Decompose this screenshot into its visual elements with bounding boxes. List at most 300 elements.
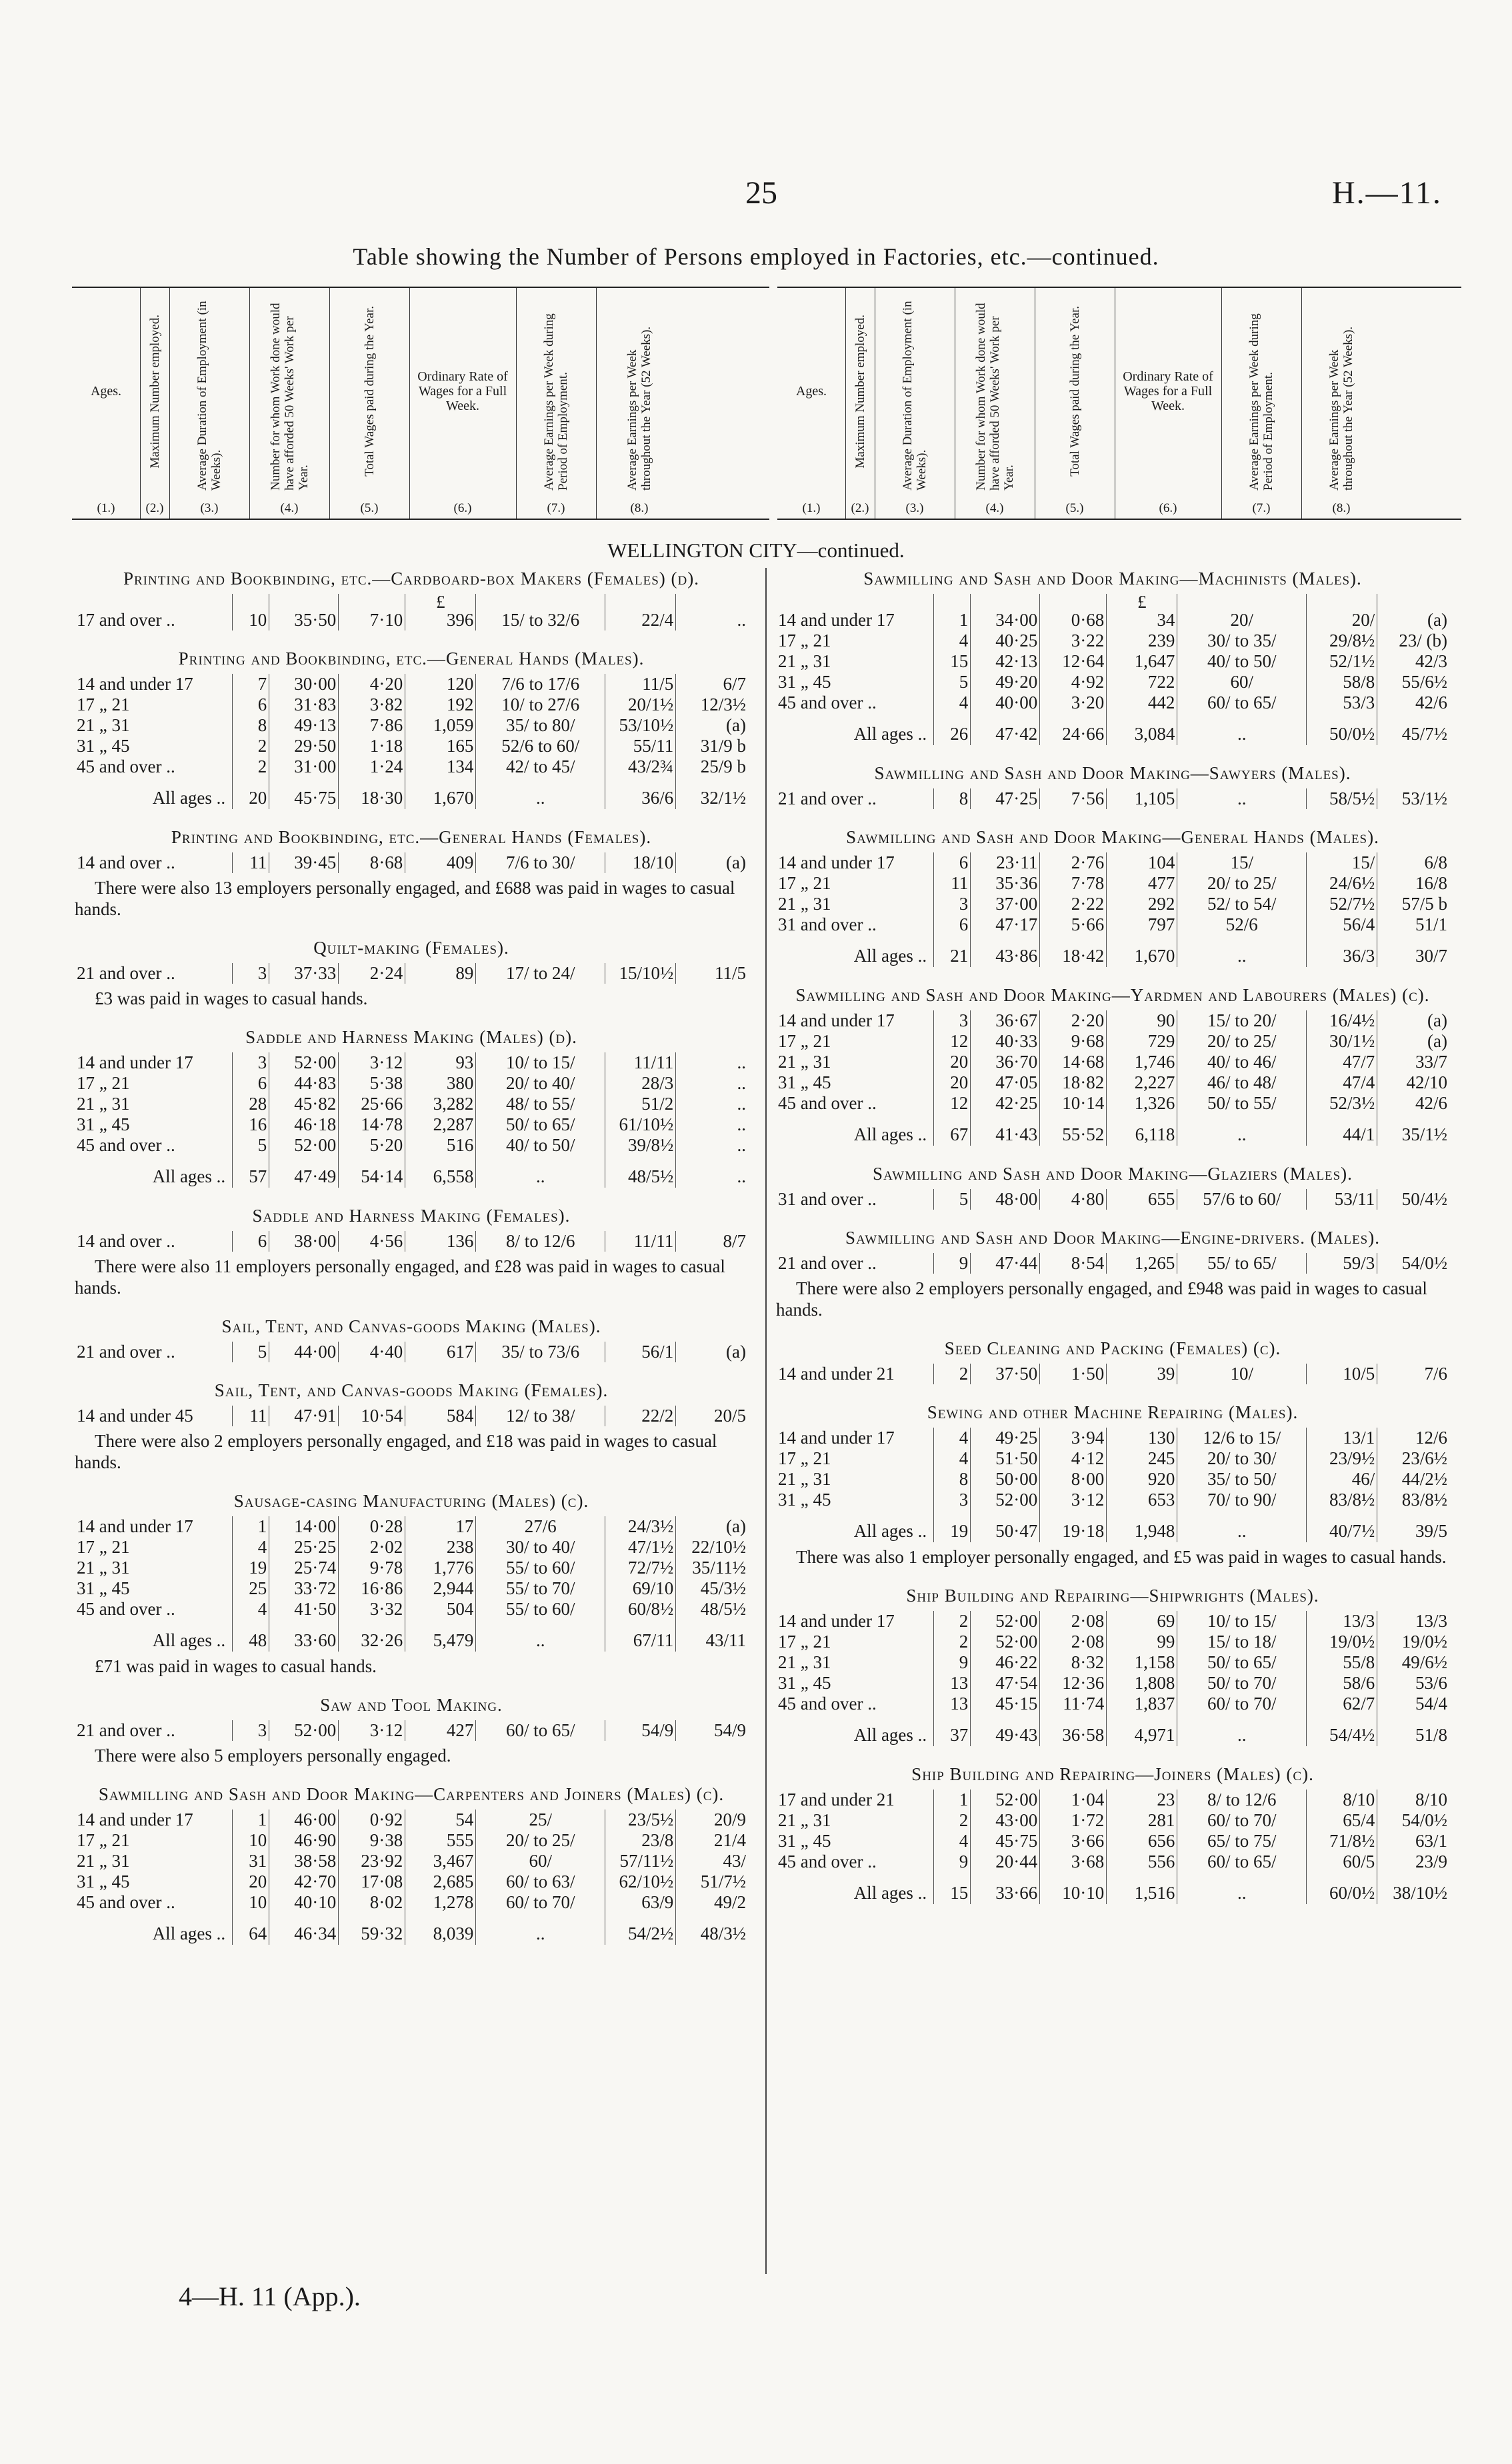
table-cell: 43/2¾ (605, 756, 676, 777)
total-row (776, 713, 1449, 745)
table-cell: 15/ to 32/6 (476, 610, 605, 630)
table-cell: 49/6½ (1401, 1652, 1447, 1672)
column-header-label: Maximum Number employed. (853, 314, 867, 469)
industry-section (776, 1338, 1449, 1384)
column-header-5 (1035, 288, 1115, 519)
table-cell: 41·43 (971, 1114, 1040, 1146)
age-group-cell: 21 „ 31 (776, 1810, 934, 1831)
industry-section (776, 1585, 1449, 1746)
table-cell: 6,558 (405, 1156, 476, 1188)
table-cell: 60/ (1177, 672, 1307, 692)
table-cell: 53/6 (1415, 1673, 1447, 1693)
age-group-cell: 21 and over .. (776, 1253, 934, 1274)
total-row (776, 1872, 1449, 1904)
table-cell: 54/0½ (1401, 1253, 1447, 1273)
age-group-cell: 45 and over .. (776, 692, 934, 713)
age-group-cell: 14 and under 45 (75, 1406, 233, 1426)
table-row (776, 1831, 1449, 1851)
table-cell: 4 (233, 1599, 269, 1620)
table-row (776, 1611, 1449, 1632)
table-cell: 22/2 (605, 1406, 676, 1426)
table-cell: 63/9 (605, 1892, 676, 1913)
table-row (776, 1093, 1449, 1114)
table-cell: 37·50 (971, 1364, 1040, 1384)
table-cell: 42/6 (1415, 1093, 1447, 1113)
table-cell: 165 (405, 736, 476, 756)
section-title: Sawmilling and Sash and Door Making—Sawyers (Males). (874, 763, 1351, 783)
table-cell: 8·54 (1040, 1253, 1107, 1274)
table-cell: 60/ to 65/ (476, 1720, 605, 1741)
table-cell: 5 (233, 1135, 269, 1156)
table-cell: 4·92 (1040, 672, 1107, 692)
wages-table (75, 1406, 748, 1426)
table-cell (1177, 594, 1307, 610)
column-header-label: Ages. (795, 384, 827, 399)
table-cell: 1 (934, 1790, 971, 1810)
wages-table (75, 1342, 748, 1362)
table-cell: 44·83 (269, 1073, 339, 1094)
table-cell: .. (737, 1114, 746, 1134)
age-group-cell: All ages .. (776, 1872, 934, 1904)
table-cell: 54 (405, 1810, 476, 1830)
column-number: (8.) (630, 501, 649, 515)
table-cell: 1 (233, 1810, 269, 1830)
table-cell: 30/ to 35/ (1177, 630, 1307, 651)
table-cell: 13/3 (1307, 1611, 1377, 1632)
age-group-cell: All ages .. (776, 935, 934, 967)
table-cell: 30·00 (269, 674, 339, 694)
table-cell: 6 (233, 1231, 269, 1252)
age-group-cell: 31 „ 45 (75, 1578, 233, 1599)
table-cell: (a) (726, 715, 746, 735)
table-cell: 61/10½ (605, 1114, 676, 1135)
table-cell: 9 (934, 1253, 971, 1274)
table-cell: 1·72 (1040, 1810, 1107, 1831)
table-cell: 48/ to 55/ (476, 1094, 605, 1114)
column-number: (3.) (200, 501, 219, 515)
table-cell: 396 (405, 610, 476, 630)
age-group-cell: 31 and over .. (776, 1189, 934, 1210)
column-number: (3.) (905, 501, 924, 515)
table-row (75, 1892, 748, 1913)
table-cell: 12·36 (1040, 1673, 1107, 1694)
table-cell: 3·68 (1040, 1851, 1107, 1872)
table-cell: 245 (1107, 1448, 1177, 1469)
table-cell: 3·66 (1040, 1831, 1107, 1851)
table-cell: 47·05 (971, 1072, 1040, 1093)
age-group-cell: 45 and over .. (75, 1892, 233, 1913)
table-cell: 53/1½ (1401, 788, 1447, 808)
table-cell: (a) (1427, 610, 1447, 630)
age-group-cell: All ages .. (776, 1510, 934, 1542)
age-group-cell: 21 and over .. (75, 963, 233, 984)
table-cell: 25·74 (269, 1558, 339, 1578)
table-cell: 23 (1107, 1790, 1177, 1810)
table-cell: 1,808 (1107, 1673, 1177, 1694)
table-cell: 53/10½ (605, 715, 676, 736)
age-group-cell: 14 and under 17 (776, 610, 934, 630)
table-cell: 504 (405, 1599, 476, 1620)
table-cell: 1·04 (1040, 1790, 1107, 1810)
table-cell: 39/8½ (605, 1135, 676, 1156)
table-cell: 55/ to 70/ (476, 1578, 605, 1599)
table-cell: 8·68 (339, 852, 405, 873)
table-cell: 13 (934, 1694, 971, 1714)
table-cell: 48·00 (971, 1189, 1040, 1210)
age-group-cell: 45 and over .. (75, 1135, 233, 1156)
section-title: Sawmilling and Sash and Door Making—Glaziers (Males). (873, 1164, 1353, 1184)
table-cell: 12/3½ (700, 694, 746, 714)
table-cell: 13/3 (1415, 1611, 1447, 1631)
table-cell: 2 (934, 1364, 971, 1384)
table-cell: 2 (233, 736, 269, 756)
column-header-label: Number for whom Work done would have afforded 50 Weeks' Work per Year. (973, 303, 1016, 491)
age-group-cell: 17 „ 21 (75, 694, 233, 715)
table-cell: 49/2 (713, 1892, 746, 1912)
table-cell: 20 (233, 1871, 269, 1892)
table-cell: 71/8½ (1307, 1831, 1377, 1851)
table-cell (605, 594, 676, 610)
table-cell: 192 (405, 694, 476, 715)
age-group-cell: 14 and under 17 (75, 1052, 233, 1073)
table-cell: 89 (405, 963, 476, 984)
table-cell: 70/ to 90/ (1177, 1490, 1307, 1510)
table-cell: 41·50 (269, 1599, 339, 1620)
table-cell: 8 (233, 715, 269, 736)
section-title: Printing and Bookbinding, etc.—General Hands (Females). (171, 827, 652, 847)
table-cell: 19 (233, 1558, 269, 1578)
table-row (776, 1052, 1449, 1072)
age-group-cell: 17 „ 21 (776, 1632, 934, 1652)
section-title: Ship Building and Repairing—Shipwrights (Males). (906, 1586, 1319, 1606)
column-header-3 (875, 288, 955, 519)
age-group-cell: All ages .. (75, 1620, 233, 1652)
table-cell: 55/ to 60/ (476, 1558, 605, 1578)
table-cell: 51/1 (1415, 914, 1447, 934)
left-column (75, 568, 748, 1945)
table-cell: 7·56 (1040, 788, 1107, 809)
table-cell: 45/3½ (700, 1578, 746, 1598)
age-group-cell: 21 and over .. (75, 1720, 233, 1741)
table-cell: 11/5 (605, 674, 676, 694)
table-cell: 584 (405, 1406, 476, 1426)
table-cell: 16/8 (1415, 873, 1447, 893)
table-cell: 11/11 (605, 1231, 676, 1252)
table-cell: 4 (934, 1448, 971, 1469)
table-row (75, 1537, 748, 1558)
table-row (776, 1810, 1449, 1831)
table-row (75, 1114, 748, 1135)
table-cell: 20/9 (713, 1810, 746, 1830)
table-cell: 6/7 (723, 674, 746, 694)
industry-section (75, 1026, 748, 1188)
table-cell: 4·40 (339, 1342, 405, 1362)
table-row (776, 1428, 1449, 1448)
table-cell: 69 (1107, 1611, 1177, 1632)
wages-table (75, 963, 748, 984)
section-title: Seed Cleaning and Packing (Females) (c). (944, 1338, 1281, 1358)
table-cell: 45·75 (971, 1831, 1040, 1851)
table-row (776, 1851, 1449, 1872)
section-title: Sail, Tent, and Canvas-goods Making (Males). (221, 1316, 601, 1336)
age-group-cell: 17 and under 21 (776, 1790, 934, 1810)
table-cell: 57/11½ (605, 1851, 676, 1871)
industry-section (75, 937, 748, 1009)
table-row (776, 1364, 1449, 1384)
table-cell: 2 (934, 1810, 971, 1831)
table-cell: .. (476, 1913, 605, 1945)
table-row (776, 1031, 1449, 1052)
table-cell: 18·42 (1040, 935, 1107, 967)
column-header-2 (140, 288, 170, 519)
table-cell: 477 (1107, 873, 1177, 894)
table-cell: .. (737, 1166, 746, 1186)
table-cell: 19 (934, 1510, 971, 1542)
table-cell: 54/2½ (605, 1913, 676, 1945)
table-cell: 1,670 (405, 777, 476, 809)
table-cell: 62/10½ (605, 1871, 676, 1892)
section-note: There were also 11 employers personally engaged, and £28 was paid in wages to casual hands. (75, 1256, 725, 1298)
wages-table (776, 1253, 1449, 1274)
table-cell: 18·30 (339, 777, 405, 809)
table-cell: 39/5 (1415, 1520, 1447, 1541)
table-row (776, 1448, 1449, 1469)
table-cell: 2 (934, 1611, 971, 1632)
table-cell: 21 (934, 935, 971, 967)
table-cell: 4 (233, 1537, 269, 1558)
table-cell: 12/6 (1415, 1428, 1447, 1448)
table-cell: 8/7 (723, 1231, 746, 1251)
table-cell: 17 (405, 1516, 476, 1537)
table-cell: 9 (934, 1652, 971, 1673)
table-cell: 1,278 (405, 1892, 476, 1913)
column-number: (4.) (985, 501, 1004, 515)
table-cell: 50/ to 65/ (476, 1114, 605, 1135)
wages-table (776, 594, 1449, 745)
table-row (776, 1694, 1449, 1714)
column-divider (765, 568, 767, 2274)
column-number: (1.) (97, 501, 115, 515)
industry-section (776, 826, 1449, 967)
table-cell: 33·60 (269, 1620, 339, 1652)
table-cell: 40·10 (269, 1892, 339, 1913)
column-header-2 (845, 288, 875, 519)
section-title: Saw and Tool Making. (320, 1695, 503, 1715)
table-cell: 5 (934, 672, 971, 692)
wages-table (75, 852, 748, 873)
column-header-label: Maximum Number employed. (147, 314, 162, 469)
table-cell: 53/11 (1307, 1189, 1377, 1210)
table-cell: 40·00 (971, 692, 1040, 713)
table-cell: 23/9 (1415, 1851, 1447, 1871)
table-cell: 516 (405, 1135, 476, 1156)
table-cell: 30/7 (1415, 945, 1447, 966)
table-cell: .. (1177, 713, 1307, 745)
table-cell: .. (1177, 788, 1307, 809)
total-row (776, 1114, 1449, 1146)
table-cell: 55/ to 65/ (1177, 1253, 1307, 1274)
table-cell: 55/ to 60/ (476, 1599, 605, 1620)
table-cell: 46·34 (269, 1913, 339, 1945)
table-cell: 27/6 (476, 1516, 605, 1537)
age-group-cell: 31 „ 45 (776, 1072, 934, 1093)
table-cell: 39·45 (269, 852, 339, 873)
table-cell: 2·08 (1040, 1611, 1107, 1632)
table-cell: 20 (934, 1072, 971, 1093)
table-cell: 15 (934, 1872, 971, 1904)
table-cell: 130 (1107, 1428, 1177, 1448)
table-cell: 10 (233, 610, 269, 630)
column-number: (5.) (360, 501, 379, 515)
table-cell: 6 (934, 852, 971, 873)
table-cell: 8/ to 12/6 (476, 1231, 605, 1252)
table-cell: 54/0½ (1401, 1810, 1447, 1830)
table-cell: 58/6 (1307, 1673, 1377, 1694)
column-header-label: Ordinary Rate of Wages for a Full Week. (417, 369, 508, 413)
table-cell: 58/5½ (1307, 788, 1377, 809)
industry-section (776, 1163, 1449, 1210)
column-header-4 (249, 288, 330, 519)
age-group-cell: 14 and under 17 (776, 1010, 934, 1031)
table-cell: 40/ to 50/ (476, 1135, 605, 1156)
industry-section (75, 826, 748, 920)
table-cell: 380 (405, 1073, 476, 1094)
table-cell: 31·00 (269, 756, 339, 777)
table-cell: 43/ (723, 1851, 746, 1871)
table-cell: 20/ to 25/ (476, 1830, 605, 1851)
age-group-cell: 45 and over .. (75, 756, 233, 777)
wages-table (75, 674, 748, 809)
table-cell: 38·00 (269, 1231, 339, 1252)
table-cell: 52·00 (971, 1790, 1040, 1810)
table-cell: 24·66 (1040, 713, 1107, 745)
column-header-label: Number for whom Work done would have afforded 50 Weeks' Work per Year. (268, 303, 311, 491)
table-cell: 1·18 (339, 736, 405, 756)
table-cell: 19·18 (1040, 1510, 1107, 1542)
age-group-cell: 31 and over .. (776, 914, 934, 935)
table-cell: 18·82 (1040, 1072, 1107, 1093)
table-cell: 49·20 (971, 672, 1040, 692)
table-cell: 30/ to 40/ (476, 1537, 605, 1558)
age-group-cell: 17 „ 21 (776, 873, 934, 894)
industry-section (75, 648, 748, 809)
table-row (776, 1632, 1449, 1652)
table-cell: 37·33 (269, 963, 339, 984)
table-cell: 83/8½ (1307, 1490, 1377, 1510)
section-title: Sawmilling and Sash and Door Making—Machinists (Males). (863, 569, 1362, 589)
table-cell: 8·32 (1040, 1652, 1107, 1673)
table-cell: 3·12 (1040, 1490, 1107, 1510)
table-row (776, 1790, 1449, 1810)
table-row (75, 1231, 748, 1252)
total-row (75, 1913, 748, 1945)
table-cell: 60/ to 63/ (476, 1871, 605, 1892)
table-cell: 8·00 (1040, 1469, 1107, 1490)
table-cell: 20 (934, 1052, 971, 1072)
table-cell (269, 594, 339, 610)
table-cell: 8,039 (405, 1913, 476, 1945)
age-group-cell: All ages .. (75, 1156, 233, 1188)
table-cell: 42/ to 45/ (476, 756, 605, 777)
table-cell: 1,326 (1107, 1093, 1177, 1114)
table-cell: 52·00 (269, 1052, 339, 1073)
document-reference: H.—11. (1332, 175, 1442, 211)
industry-section (776, 762, 1449, 809)
table-row (776, 672, 1449, 692)
table-cell: 99 (1107, 1632, 1177, 1652)
column-number: (4.) (280, 501, 299, 515)
table-cell: 52/7½ (1307, 894, 1377, 914)
table-cell: 49·43 (971, 1714, 1040, 1746)
table-cell: 42/6 (1415, 692, 1447, 712)
table-cell: .. (476, 777, 605, 809)
table-row (776, 610, 1449, 630)
table-row (776, 1652, 1449, 1673)
table-cell: 52·00 (971, 1632, 1040, 1652)
table-cell: 136 (405, 1231, 476, 1252)
table-cell: 104 (1107, 852, 1177, 873)
table-cell: 15/ to 18/ (1177, 1632, 1307, 1652)
column-header-1 (72, 288, 141, 519)
table-cell: 46/ (1307, 1469, 1377, 1490)
total-row (75, 777, 748, 809)
table-cell: 55/11 (605, 736, 676, 756)
table-cell: 25 (233, 1578, 269, 1599)
table-cell: 40/7½ (1307, 1510, 1377, 1542)
table-cell: 35·36 (971, 873, 1040, 894)
total-row (776, 1510, 1449, 1542)
wages-table (75, 1810, 748, 1945)
age-group-cell: 21 „ 31 (776, 1052, 934, 1072)
table-row (776, 630, 1449, 651)
right-column (776, 568, 1449, 1904)
column-header-label: Ages. (90, 384, 122, 399)
wages-table (75, 1052, 748, 1188)
age-group-cell: 21 „ 31 (75, 715, 233, 736)
table-cell: 5·66 (1040, 914, 1107, 935)
table-cell: 23/9½ (1307, 1448, 1377, 1469)
table-cell: 52·00 (971, 1490, 1040, 1510)
table-cell: 7·78 (1040, 873, 1107, 894)
table-cell: 35/ to 80/ (476, 715, 605, 736)
table-cell: 16/4½ (1307, 1010, 1377, 1031)
table-cell: 4,971 (1107, 1714, 1177, 1746)
age-group-cell: 21 „ 31 (776, 894, 934, 914)
table-cell: .. (737, 1073, 746, 1093)
table-cell: 46/ to 48/ (1177, 1072, 1307, 1093)
table-cell: 17/ to 24/ (476, 963, 605, 984)
table-cell: 40·25 (971, 630, 1040, 651)
table-cell: 46·00 (269, 1810, 339, 1830)
table-cell: 617 (405, 1342, 476, 1362)
table-cell: 29/8½ (1307, 630, 1377, 651)
table-cell: 48/3½ (700, 1923, 746, 1943)
table-cell: 20/ to 25/ (1177, 1031, 1307, 1052)
table-row (776, 651, 1449, 672)
table-cell: 1·50 (1040, 1364, 1107, 1384)
table-cell: 35·50 (269, 610, 339, 630)
table-row (75, 756, 748, 777)
table-cell: 33/7 (1415, 1052, 1447, 1072)
age-group-cell: All ages .. (776, 1714, 934, 1746)
table-cell: 47·91 (269, 1406, 339, 1426)
column-header-8 (596, 288, 683, 519)
table-cell: 3·20 (1040, 692, 1107, 713)
table-cell: 50/ to 70/ (1177, 1673, 1307, 1694)
table-cell: 8/10 (1415, 1790, 1447, 1810)
age-group-cell: 14 and over .. (75, 852, 233, 873)
industry-section (776, 568, 1449, 745)
